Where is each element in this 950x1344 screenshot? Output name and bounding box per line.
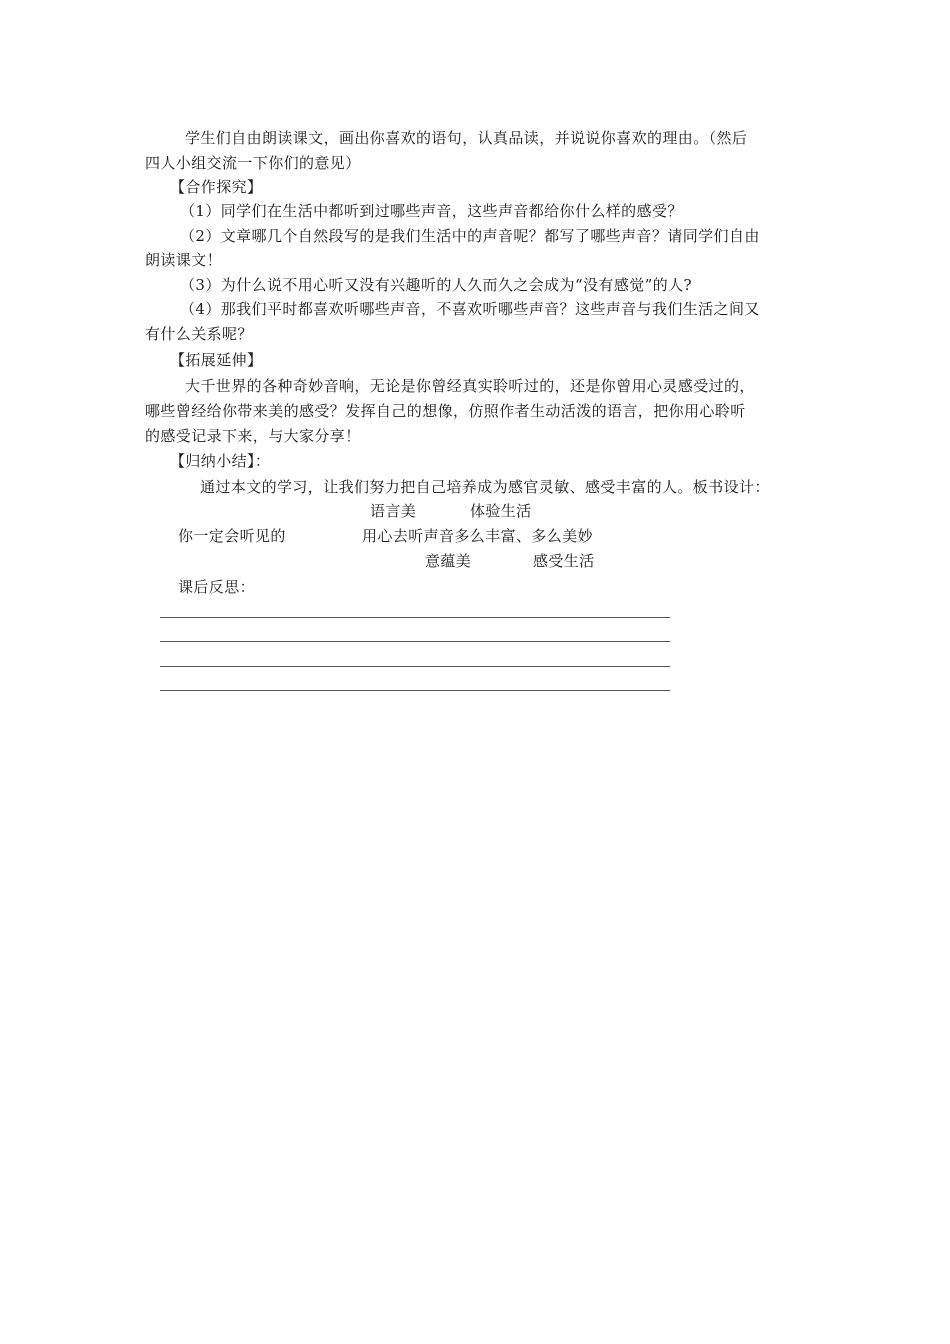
question-3: （3）为什么说不用心听又没有兴趣听的人久而久之会成为“没有感觉”的人? xyxy=(180,276,692,294)
question-4-line-2: 有什么关系呢？ xyxy=(145,325,253,343)
question-1: （1）同学们在生活中都听到过哪些声音，这些声音都给你什么样的感受？ xyxy=(180,202,683,220)
extend-line-2: 哪些曾经给你带来美的感受？发挥自己的想像，仿照作者生动活泼的语言，把你用心聆听 xyxy=(145,402,746,420)
answer-line-3 xyxy=(160,666,670,667)
summary-line-1: 通过本文的学习，让我们努力把自己培养成为感官灵敏、感受丰富的人。板书设计： xyxy=(200,478,770,496)
section-heading-cooperate: 【合作探究】 xyxy=(170,178,263,196)
section-heading-extend: 【拓展延伸】 xyxy=(170,351,263,369)
answer-line-4 xyxy=(160,690,670,691)
answer-line-1 xyxy=(160,617,670,618)
extend-line-3: 的感受记录下来，与大家分享！ xyxy=(145,427,361,445)
board-language-beauty: 语言美 xyxy=(370,502,417,520)
reflection-label: 课后反思： xyxy=(178,578,256,596)
section-heading-summary: 【归纳小结】： xyxy=(170,452,271,470)
board-experience-life: 体验生活 xyxy=(470,502,532,520)
question-2-line-1: （2）文章哪几个自然段写的是我们生活中的声音呢？都写了哪些声音？请同学们自由 xyxy=(180,227,760,245)
question-4-line-1: （4）那我们平时都喜欢听哪些声音，不喜欢听哪些声音？这些声音与我们生活之间又 xyxy=(180,300,760,318)
extend-line-1: 大千世界的各种奇妙音响，无论是你曾经真实聆听过的，还是你曾用心灵感受过的， xyxy=(185,377,755,395)
intro-line-1: 学生们自由朗读课文，画出你喜欢的语句，认真品读，并说说你喜欢的理由。（然后 xyxy=(185,129,748,147)
intro-line-2: 四人小组交流一下你们的意见） xyxy=(145,154,361,172)
board-listen-with-heart: 用心去听声音多么丰富、多么美妙 xyxy=(362,527,594,545)
board-title: 你一定会听见的 xyxy=(178,527,286,545)
answer-line-2 xyxy=(160,641,670,642)
board-meaning-beauty: 意蕴美 xyxy=(425,552,472,570)
board-feel-life: 感受生活 xyxy=(533,552,595,570)
question-2-line-2: 朗读课文！ xyxy=(145,251,223,269)
